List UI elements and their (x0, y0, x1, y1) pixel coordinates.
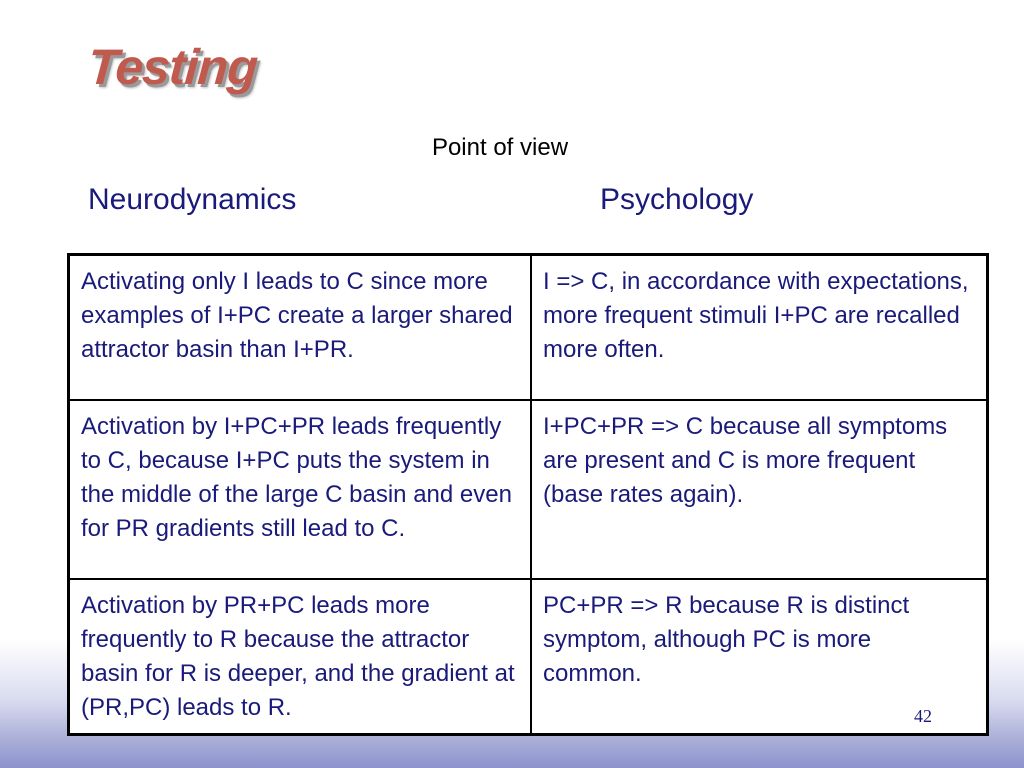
slide-title: Testing (86, 39, 259, 95)
table-cell-psychology: I => C, in accordance with expectations, more frequent stimuli I+PC are recalled more often. (531, 255, 988, 401)
table-cell-psychology: I+PC+PR => C because all symptoms are present and C is more frequent (base rates again). (531, 400, 988, 579)
slide-subtitle: Point of view (431, 134, 569, 161)
table-row (69, 255, 988, 401)
column-heading-psychology: Psychology (600, 183, 754, 216)
table-cell-psychology: PC+PR => R because R is distinct symptom, although PC is more common. (531, 579, 988, 735)
table-row (69, 579, 988, 735)
table-cell-neurodynamics: Activation by PR+PC leads more frequently to R because the attractor basin for R is deeper, and the gradient at (PR,PC) leads to R. (69, 579, 532, 735)
comparison-table (67, 253, 989, 736)
table-cell-neurodynamics: Activating only I leads to C since more examples of I+PC create a larger shared attractor basin than I+PR. (69, 255, 532, 401)
table-cell-neurodynamics: Activation by I+PC+PR leads frequently to C, because I+PC puts the system in the middle of the large C basin and even for PR gradients still lead to C. (69, 400, 532, 579)
page-number: 42 (914, 706, 932, 726)
column-heading-neurodynamics: Neurodynamics (88, 183, 297, 216)
table-row (69, 400, 988, 579)
